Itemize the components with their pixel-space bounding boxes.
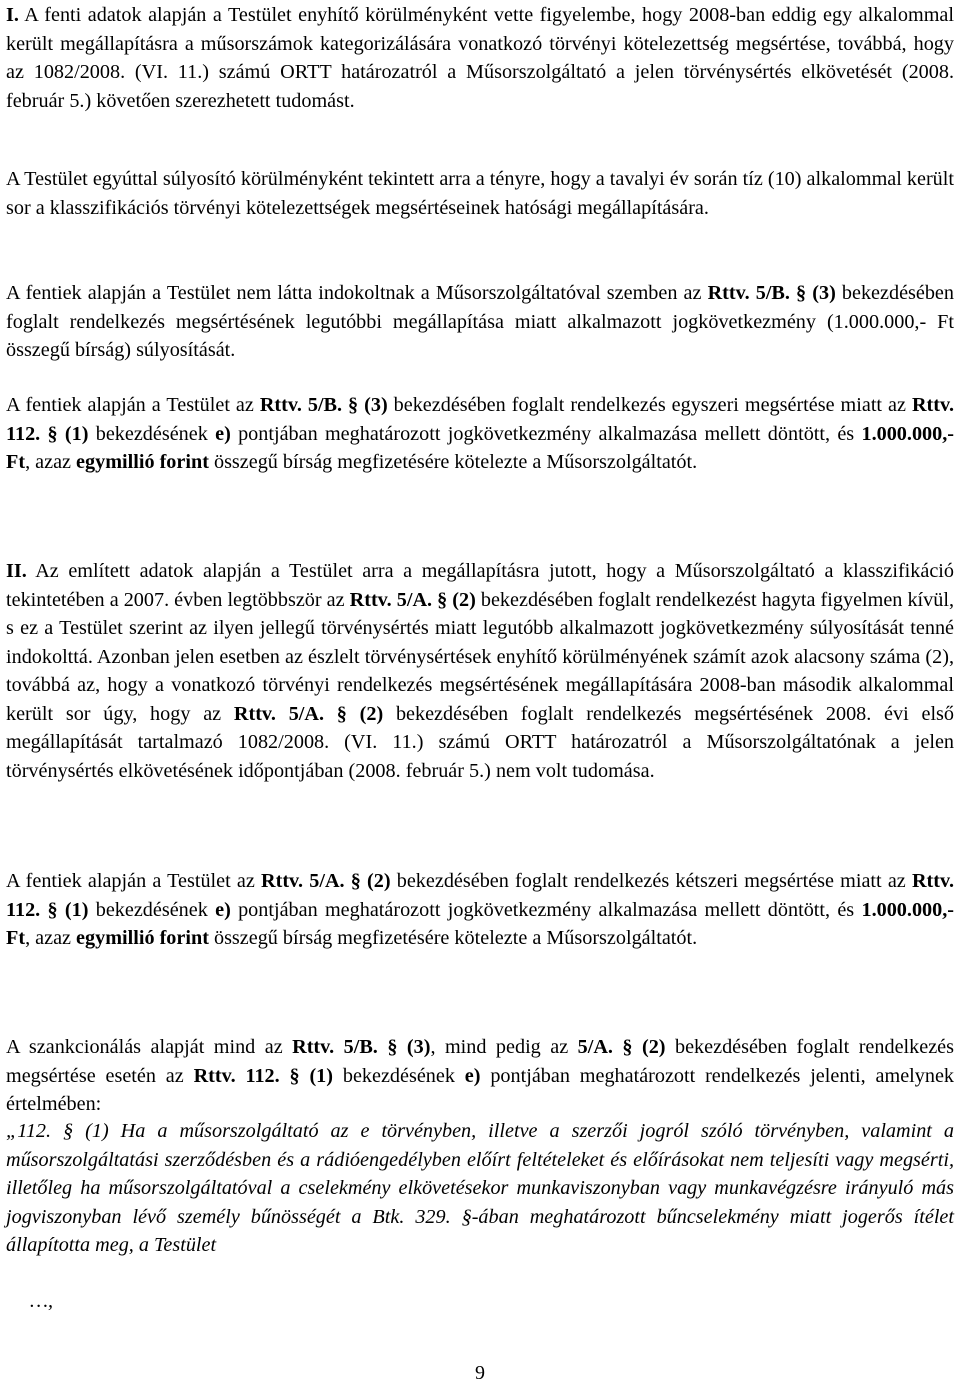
text-segment: bekezdésében foglalt rendelkezés megsértése esetén az [6,1036,954,1087]
bold-text-segment: Rttv. 5/A. § (2) [233,702,384,725]
bold-text-segment: egymillió forint [76,451,209,473]
bold-text-segment: Rttv. 112. § (1) [193,1064,334,1087]
text-segment: bekezdésében foglalt rendelkezés egyszeri megsértése miatt az [387,394,912,416]
page-number: 9 [475,1362,485,1384]
bold-text-segment: Rttv. 5/B. § (3) [292,1036,431,1058]
bold-text-segment: 5/A. § (2) [577,1036,666,1058]
paragraph-i-mitigating [6,1,954,115]
text-segment: összegű bírság megfizetésére kötelezte a Műsorszolgáltatót. [208,451,698,473]
text-segment: A fentiek alapján a Testület az [6,870,262,892]
text-segment: , azaz [25,451,77,473]
text-segment: A szankcionálás alapját mind az [6,1036,293,1058]
bold-text-segment: I. [6,4,19,26]
bold-text-segment: II. [6,560,27,582]
text-segment: pontjában meghatározott jogkövetkezmény alkalmazása mellett döntött, és [230,422,862,445]
bold-text-segment: 1.000.000,- Ft [6,422,954,473]
bold-text-segment: egymillió forint [76,927,209,949]
paragraph-ii-analysis [6,557,954,785]
bold-text-segment: Rttv. 5/B. § (3) [707,282,836,304]
text-segment: „112. § (1) Ha a műsorszolgáltató az e törvényben, illetve a szerzői jogról szóló törvényben, valamint a műsorszolgáltatási szerződésben és a rádióengedélyben előírt feltételeket és előírásokat nem teljesíti vagy megsérti, illetőleg ha műsorszolgáltatóval a cselekmény elkövetésekor munkaviszonyban vagy munkavégzésre irányuló más jogviszonyban lévő személy bűnösségét a Btk. 329. §-ában meghatározott bűncselekmény miatt jogerős ítélet állapította meg, a Testület [6,1120,954,1256]
paragraph-no-aggravation [6,279,954,365]
text-segment: A Testület egyúttal súlyosító körülményként tekintett arra a tényre, hogy a tavalyi év során tíz (10) alkalommal került sor a klasszifikációs törvényi kötelezettségek megsértéseinek hatósági megállapítására. [6,168,954,219]
text-segment: bekezdésének [88,898,216,921]
text-segment: A fentiek alapján a Testület az [6,394,260,416]
bold-text-segment: Rttv. 112. § (1) [6,394,954,445]
text-segment: Az említett adatok alapján a Testület arra a megállapításra jutott, hogy a Műsorszolgáltató a klasszifikáció tekintetében a 2007. évben legtöbbször az [6,560,954,611]
text-segment: bekezdésében foglalt rendelkezés kétszeri megsértése miatt az [390,870,912,892]
quoted-law-ellipsis [30,1287,960,1316]
text-segment: bekezdésének [88,422,216,445]
text-segment: bekezdésének [333,1064,465,1087]
text-segment: bekezdésében foglalt rendelkezés megsértésének 2008. évi első megállapítását tartalmazó 1082/2008. (VI. 11.) számú ORTT határozatról a Műsorszolgáltatónak a jelen törvénysértés elkövetésének időpontjában (2008. február 5.) nem volt tudomása. [6,702,955,782]
bold-text-segment: e) [215,422,231,445]
bold-text-segment: Rttv. 5/A. § (2) [261,870,391,892]
bold-text-segment: Rttv. 112. § (1) [6,870,954,921]
text-segment: …, [30,1290,53,1312]
quoted-law-text [6,1117,954,1260]
paragraph-fine-5a [6,867,954,953]
paragraph-aggravating [6,165,954,222]
paragraph-fine-5b [6,391,954,477]
text-segment: , azaz [25,927,77,949]
text-segment: pontjában meghatározott rendelkezés jelenti, amelynek értelmében: [6,1064,955,1115]
bold-text-segment: e) [464,1064,481,1087]
paragraph-legal-basis [6,1033,954,1119]
text-segment: A fenti adatok alapján a Testület enyhítő körülményként vette figyelembe, hogy 2008-ban eddig egy alkalommal került megállapításra a műsorszámok kategorizálására vonatkozó törvényi kötelezettség megsértése, továbbá, hogy az 1082/2008. (VI. 11.) számú ORTT határozatról a Műsorszolgáltató a jelen törvénysértés elkövetését (2008. február 5.) követően szerezhetett tudomást. [6,4,954,112]
bold-text-segment: Rttv. 5/B. § (3) [259,394,388,416]
text-segment: bekezdésében foglalt rendelkezés megsértésének legutóbbi megállapítása miatt alkalmazott jogkövetkezmény (1.000.000,- Ft összegű bírság) súlyosítását. [6,282,954,361]
bold-text-segment: Rttv. 5/A. § (2) [349,588,476,611]
bold-text-segment: 1.000.000,- Ft [6,898,954,949]
bold-text-segment: e) [215,898,231,921]
text-segment: , mind pedig az [430,1036,578,1058]
text-segment: A fentiek alapján a Testület nem látta indokoltnak a Műsorszolgáltatóval szemben az [6,282,708,304]
text-segment: összegű bírság megfizetésére kötelezte a Műsorszolgáltatót. [208,927,698,949]
text-segment: pontjában meghatározott jogkövetkezmény alkalmazása mellett döntött, és [230,898,862,921]
text-segment: bekezdésében foglalt rendelkezést hagyta figyelmen kívül, s ez a Testület szerint az ilyen jellegű törvénysértés miatt legutóbb alkalmazott jogkövetkezmény súlyosítását tenné indokolttá. Azonban jelen esetben az észlelt törvénysértések enyhítő körülményének számít azok alacsony száma (2), továbbá az, hogy a vonatkozó törvényi rendelkezés megsértésének megállapítására 2008-ban második alkalommal került sor úgy, hogy az [6,588,954,725]
